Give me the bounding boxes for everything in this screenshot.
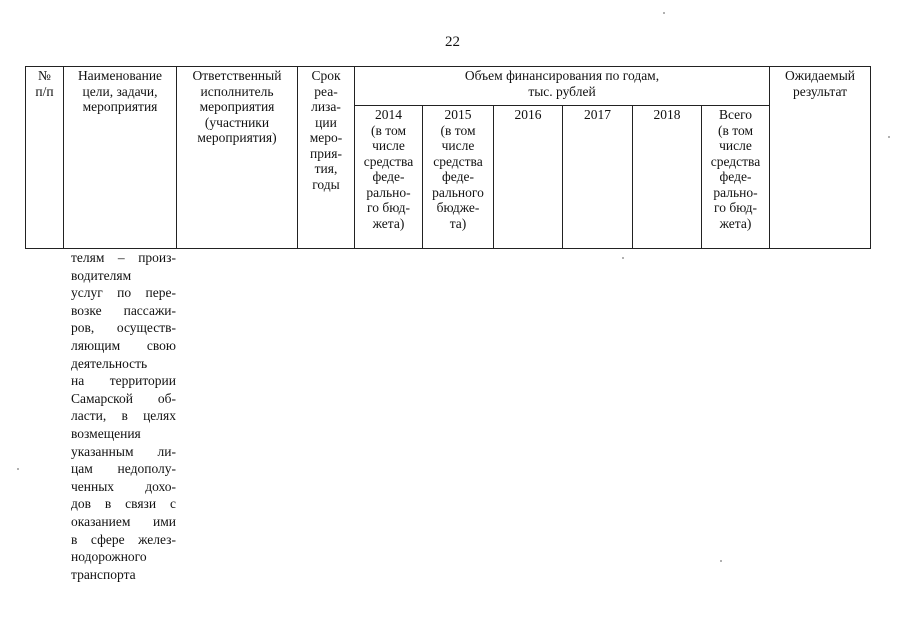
- text-line: дов в связи с: [71, 496, 176, 512]
- scan-speck: [888, 136, 890, 138]
- scan-speck: [17, 468, 19, 470]
- text-line: ласти, в целях: [71, 408, 176, 424]
- text-line: возке пассажи-: [71, 302, 176, 318]
- col-header-year-2017: 2017: [563, 106, 633, 249]
- text-line: возмещения: [71, 425, 141, 441]
- text-line: водителям: [71, 267, 132, 283]
- scan-speck: [622, 257, 624, 259]
- text-line: указанным ли-: [71, 443, 176, 459]
- text-line: в сфере желез-: [71, 531, 176, 547]
- text-line: деятельность: [71, 355, 148, 371]
- text-line: оказанием ими: [71, 513, 176, 529]
- text-line: нодорожного: [71, 549, 147, 565]
- text-line: транспорта: [71, 566, 136, 582]
- col-header-executor: Ответственный исполнитель мероприятия (участники мероприятия): [177, 67, 298, 249]
- col-header-number: № п/п: [26, 67, 64, 249]
- text-line: ляющим свою: [71, 337, 176, 353]
- scan-speck: [663, 12, 665, 14]
- col-header-funding: Объем финансирования по годам, тыс. рублей: [355, 67, 770, 106]
- page-number: 22: [445, 34, 460, 50]
- col-header-term: Срок реа- лиза- ции меро- прия- тия, годы: [298, 67, 355, 249]
- scan-speck: [720, 560, 722, 562]
- col-header-result: Ожидаемый результат: [770, 67, 871, 249]
- text-line: ров, осуществ-: [71, 320, 176, 336]
- text-line: Самарской об-: [71, 390, 176, 406]
- col-header-year-2016: 2016: [494, 106, 563, 249]
- text-line: услуг по пере-: [71, 285, 176, 301]
- text-line: цам недополу-: [71, 461, 176, 477]
- text-line: на территории: [71, 373, 176, 389]
- col-header-name: Наименование цели, задачи, мероприятия: [64, 67, 177, 249]
- text-line: телям – произ-: [71, 250, 176, 265]
- col-header-year-2014: 2014 (в том числе средства феде- рально- го бюд- жета): [355, 106, 423, 249]
- col-header-year-2018: 2018: [633, 106, 702, 249]
- col-header-total: Всего (в том числе средства феде- рально- го бюд- жета): [702, 106, 770, 249]
- text-line: ченных дохо-: [71, 478, 176, 494]
- measure-description-continuation: [71, 249, 176, 583]
- col-header-year-2015: 2015 (в том числе средства феде- рального бюдже- та): [423, 106, 494, 249]
- funding-table-header: [25, 66, 871, 249]
